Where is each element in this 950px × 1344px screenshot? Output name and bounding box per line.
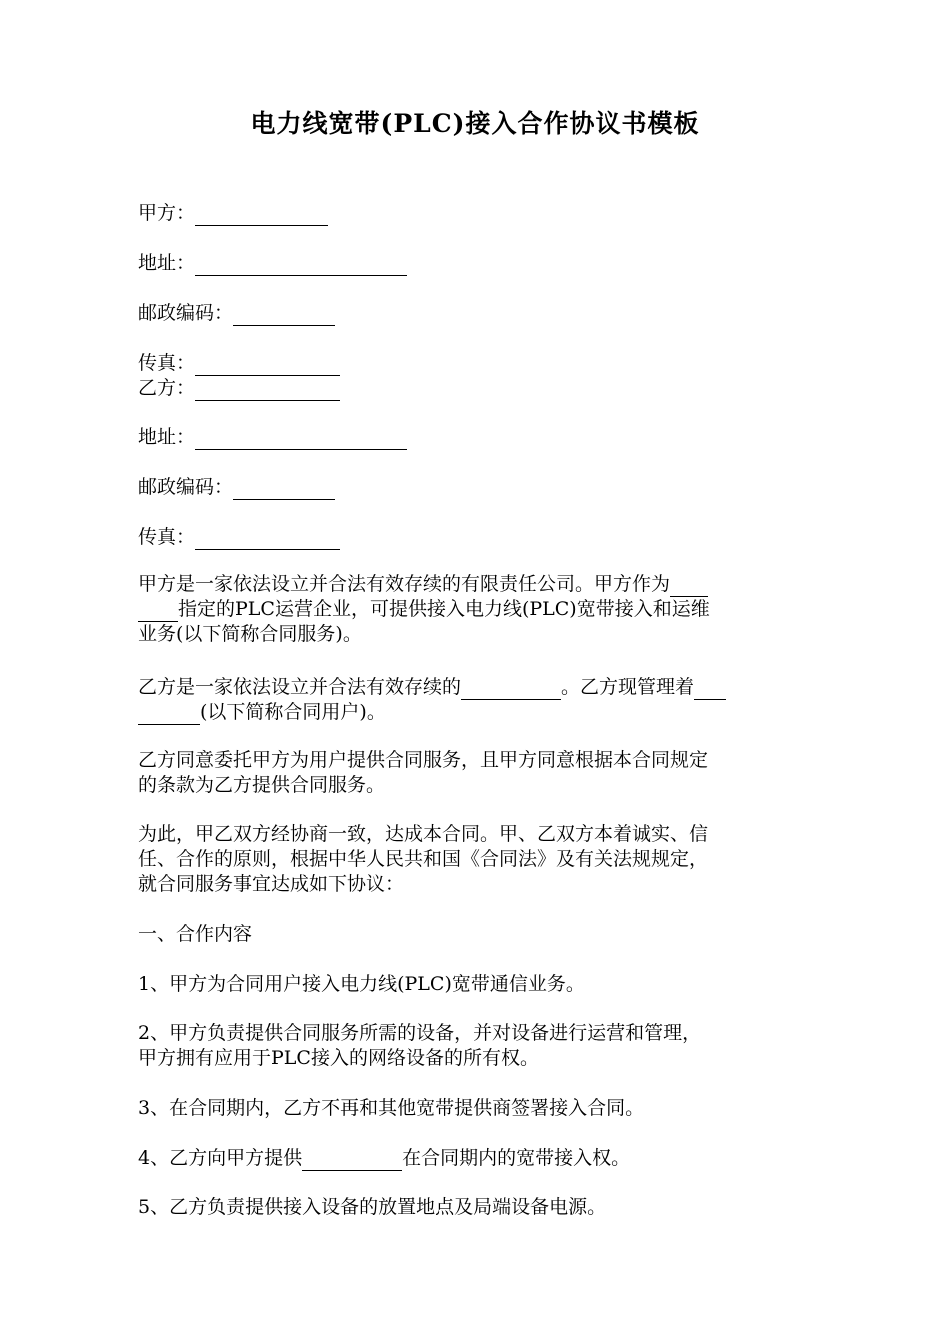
- p2-blank-1[interactable]: [461, 679, 561, 700]
- party-a-name-blank[interactable]: [195, 205, 328, 226]
- party-b-fax-field: [138, 524, 340, 550]
- intro-paragraph-2: [138, 675, 814, 725]
- p2-line-1b: 。乙方现管理着: [561, 676, 695, 698]
- party-a-address-blank[interactable]: [195, 255, 407, 276]
- party-a-postcode-label: 邮政编码：: [138, 302, 234, 324]
- section-1-item-3: [138, 1096, 814, 1121]
- party-b-postcode-blank[interactable]: [233, 479, 335, 500]
- p4-line-1: 为此，甲乙双方经协商一致，达成本合同。甲、乙双方本着诚实、信: [138, 823, 709, 845]
- party-b-name-field: [138, 375, 340, 401]
- party-a-address-label: 地址：: [138, 252, 196, 274]
- item-4-text-b: 在合同期内的宽带接入权。: [402, 1147, 631, 1169]
- section-1-item-5: [138, 1195, 814, 1220]
- p4-line-3: 就合同服务事宜达成如下协议：: [138, 873, 405, 895]
- intro-paragraph-3: [138, 748, 814, 798]
- document-title: 电力线宽带(PLC)接入合作协议书模板: [250, 109, 700, 138]
- p3-line-2: 的条款为乙方提供合同服务。: [138, 774, 386, 796]
- p4-line-2: 任、合作的原则，根据中华人民共和国《合同法》及有关法规规定，: [138, 848, 709, 870]
- party-a-postcode-blank[interactable]: [233, 305, 335, 326]
- p1-blank-1[interactable]: [670, 576, 708, 597]
- party-a-address-field: [138, 250, 407, 276]
- p1-blank-2[interactable]: [138, 601, 178, 622]
- intro-paragraph-4: [138, 822, 814, 897]
- item-4-text-a: 4、乙方向甲方提供: [138, 1147, 303, 1169]
- item-4-blank[interactable]: [302, 1150, 402, 1171]
- p3-line-1: 乙方同意委托甲方为用户提供合同服务，且甲方同意根据本合同规定: [138, 749, 709, 771]
- p2-blank-2[interactable]: [694, 679, 726, 700]
- item-2-line-2: 甲方拥有应用于PLC接入的网络设备的所有权。: [138, 1047, 539, 1069]
- party-a-fax-label: 传真：: [138, 352, 196, 374]
- party-b-address-field: [138, 424, 407, 450]
- p2-line-2: (以下简称合同用户)。: [200, 701, 386, 723]
- section-1-item-4: [138, 1146, 814, 1171]
- intro-paragraph-1: [138, 572, 814, 647]
- party-b-fax-label: 传真：: [138, 526, 196, 548]
- party-b-name-label: 乙方：: [138, 377, 196, 399]
- item-5-text: 5、乙方负责提供接入设备的放置地点及局端设备电源。: [138, 1196, 607, 1218]
- party-b-fax-blank[interactable]: [195, 529, 340, 550]
- party-b-address-blank[interactable]: [195, 429, 407, 450]
- section-1-item-2: [138, 1021, 814, 1071]
- item-2-line-1: 2、甲方负责提供合同服务所需的设备，并对设备进行运营和管理，: [138, 1022, 702, 1044]
- party-a-fax-field: [138, 350, 340, 376]
- item-1-text: 1、甲方为合同用户接入电力线(PLC)宽带通信业务。: [138, 973, 585, 995]
- p1-line-3: 业务(以下简称合同服务)。: [138, 623, 362, 645]
- p1-line-2: 指定的PLC运营企业，可提供接入电力线(PLC)宽带接入和运维: [178, 598, 710, 620]
- section-1-heading: [138, 922, 814, 947]
- section-1-heading-text: 一、合作内容: [138, 923, 253, 945]
- party-a-fax-blank[interactable]: [195, 355, 340, 376]
- party-b-name-blank[interactable]: [195, 380, 340, 401]
- party-b-postcode-field: [138, 474, 335, 500]
- party-a-name-label: 甲方：: [138, 202, 196, 224]
- party-b-postcode-label: 邮政编码：: [138, 476, 234, 498]
- party-a-postcode-field: [138, 300, 335, 326]
- p1-line-1: 甲方是一家依法设立并合法有效存续的有限责任公司。甲方作为: [138, 573, 671, 595]
- item-3-text: 3、在合同期内，乙方不再和其他宽带提供商签署接入合同。: [138, 1097, 645, 1119]
- p2-line-1a: 乙方是一家依法设立并合法有效存续的: [138, 676, 462, 698]
- party-b-address-label: 地址：: [138, 426, 196, 448]
- party-a-name-field: [138, 200, 328, 226]
- section-1-item-1: [138, 972, 814, 997]
- p2-blank-3[interactable]: [138, 704, 200, 725]
